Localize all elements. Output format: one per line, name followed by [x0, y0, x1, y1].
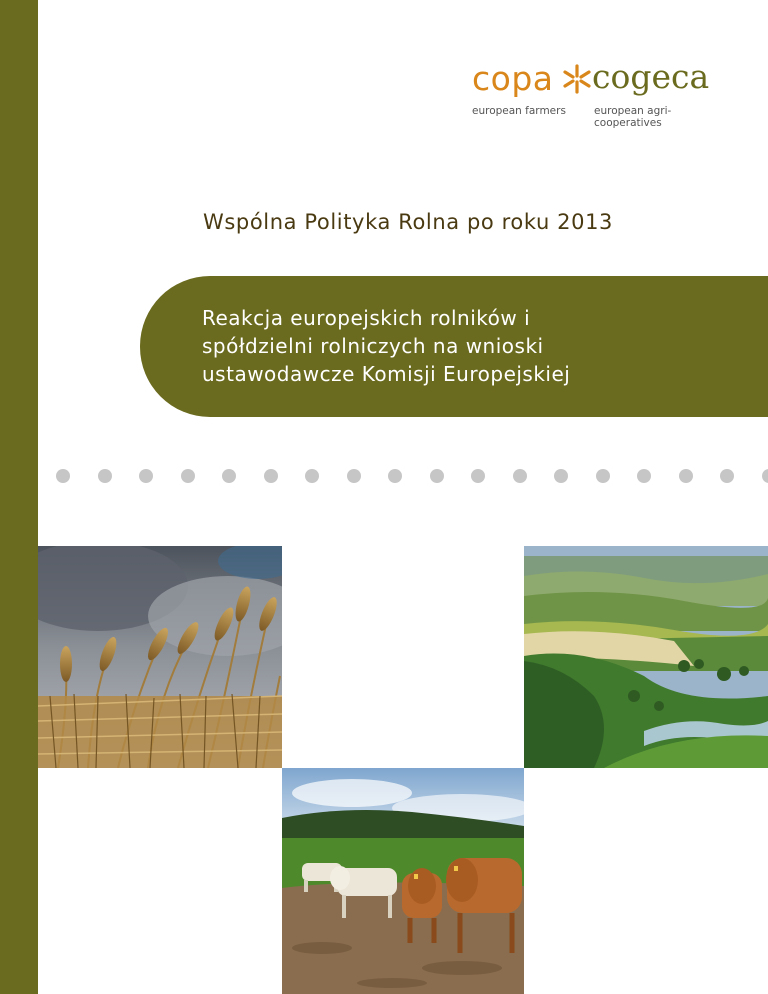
decorative-dot [181, 469, 195, 483]
decorative-dot [596, 469, 610, 483]
decorative-dot [305, 469, 319, 483]
wheat-illustration [38, 546, 282, 768]
decorative-dot [264, 469, 278, 483]
decorative-dot [56, 469, 70, 483]
left-accent-bar [0, 0, 38, 994]
cattle-photo [282, 768, 524, 994]
decorative-dot-row [56, 469, 768, 485]
cattle-illustration [282, 768, 524, 994]
decorative-dot [98, 469, 112, 483]
decorative-dot [471, 469, 485, 483]
wheat-photo [38, 546, 282, 768]
decorative-dot [388, 469, 402, 483]
decorative-dot [762, 469, 768, 483]
subtitle-line: ustawodawcze Komisji Europejskiej [202, 362, 571, 386]
copa-cogeca-logo [472, 57, 732, 129]
decorative-dot [720, 469, 734, 483]
decorative-dot [513, 469, 527, 483]
logo-tagline-cooperatives: european agri-cooperatives [594, 105, 672, 129]
decorative-dot [139, 469, 153, 483]
landscape-illustration [524, 546, 768, 768]
decorative-dot [347, 469, 361, 483]
decorative-dot [222, 469, 236, 483]
subtitle-panel [140, 276, 768, 417]
logo-copa-text: copa [472, 59, 554, 98]
asterisk-icon [560, 62, 594, 96]
decorative-dot [679, 469, 693, 483]
document-title: Wspólna Polityka Rolna po roku 2013 [203, 210, 614, 234]
subtitle-line: Reakcja europejskich rolników i [202, 306, 531, 330]
logo-cogeca-text: cogeca [592, 57, 710, 96]
logo-tagline-farmers: european farmers [472, 105, 566, 117]
decorative-dot [554, 469, 568, 483]
subtitle-text [202, 304, 570, 388]
decorative-dot [430, 469, 444, 483]
decorative-dot [637, 469, 651, 483]
landscape-photo [524, 546, 768, 768]
subtitle-line: spółdzielni rolniczych na wnioski [202, 334, 544, 358]
